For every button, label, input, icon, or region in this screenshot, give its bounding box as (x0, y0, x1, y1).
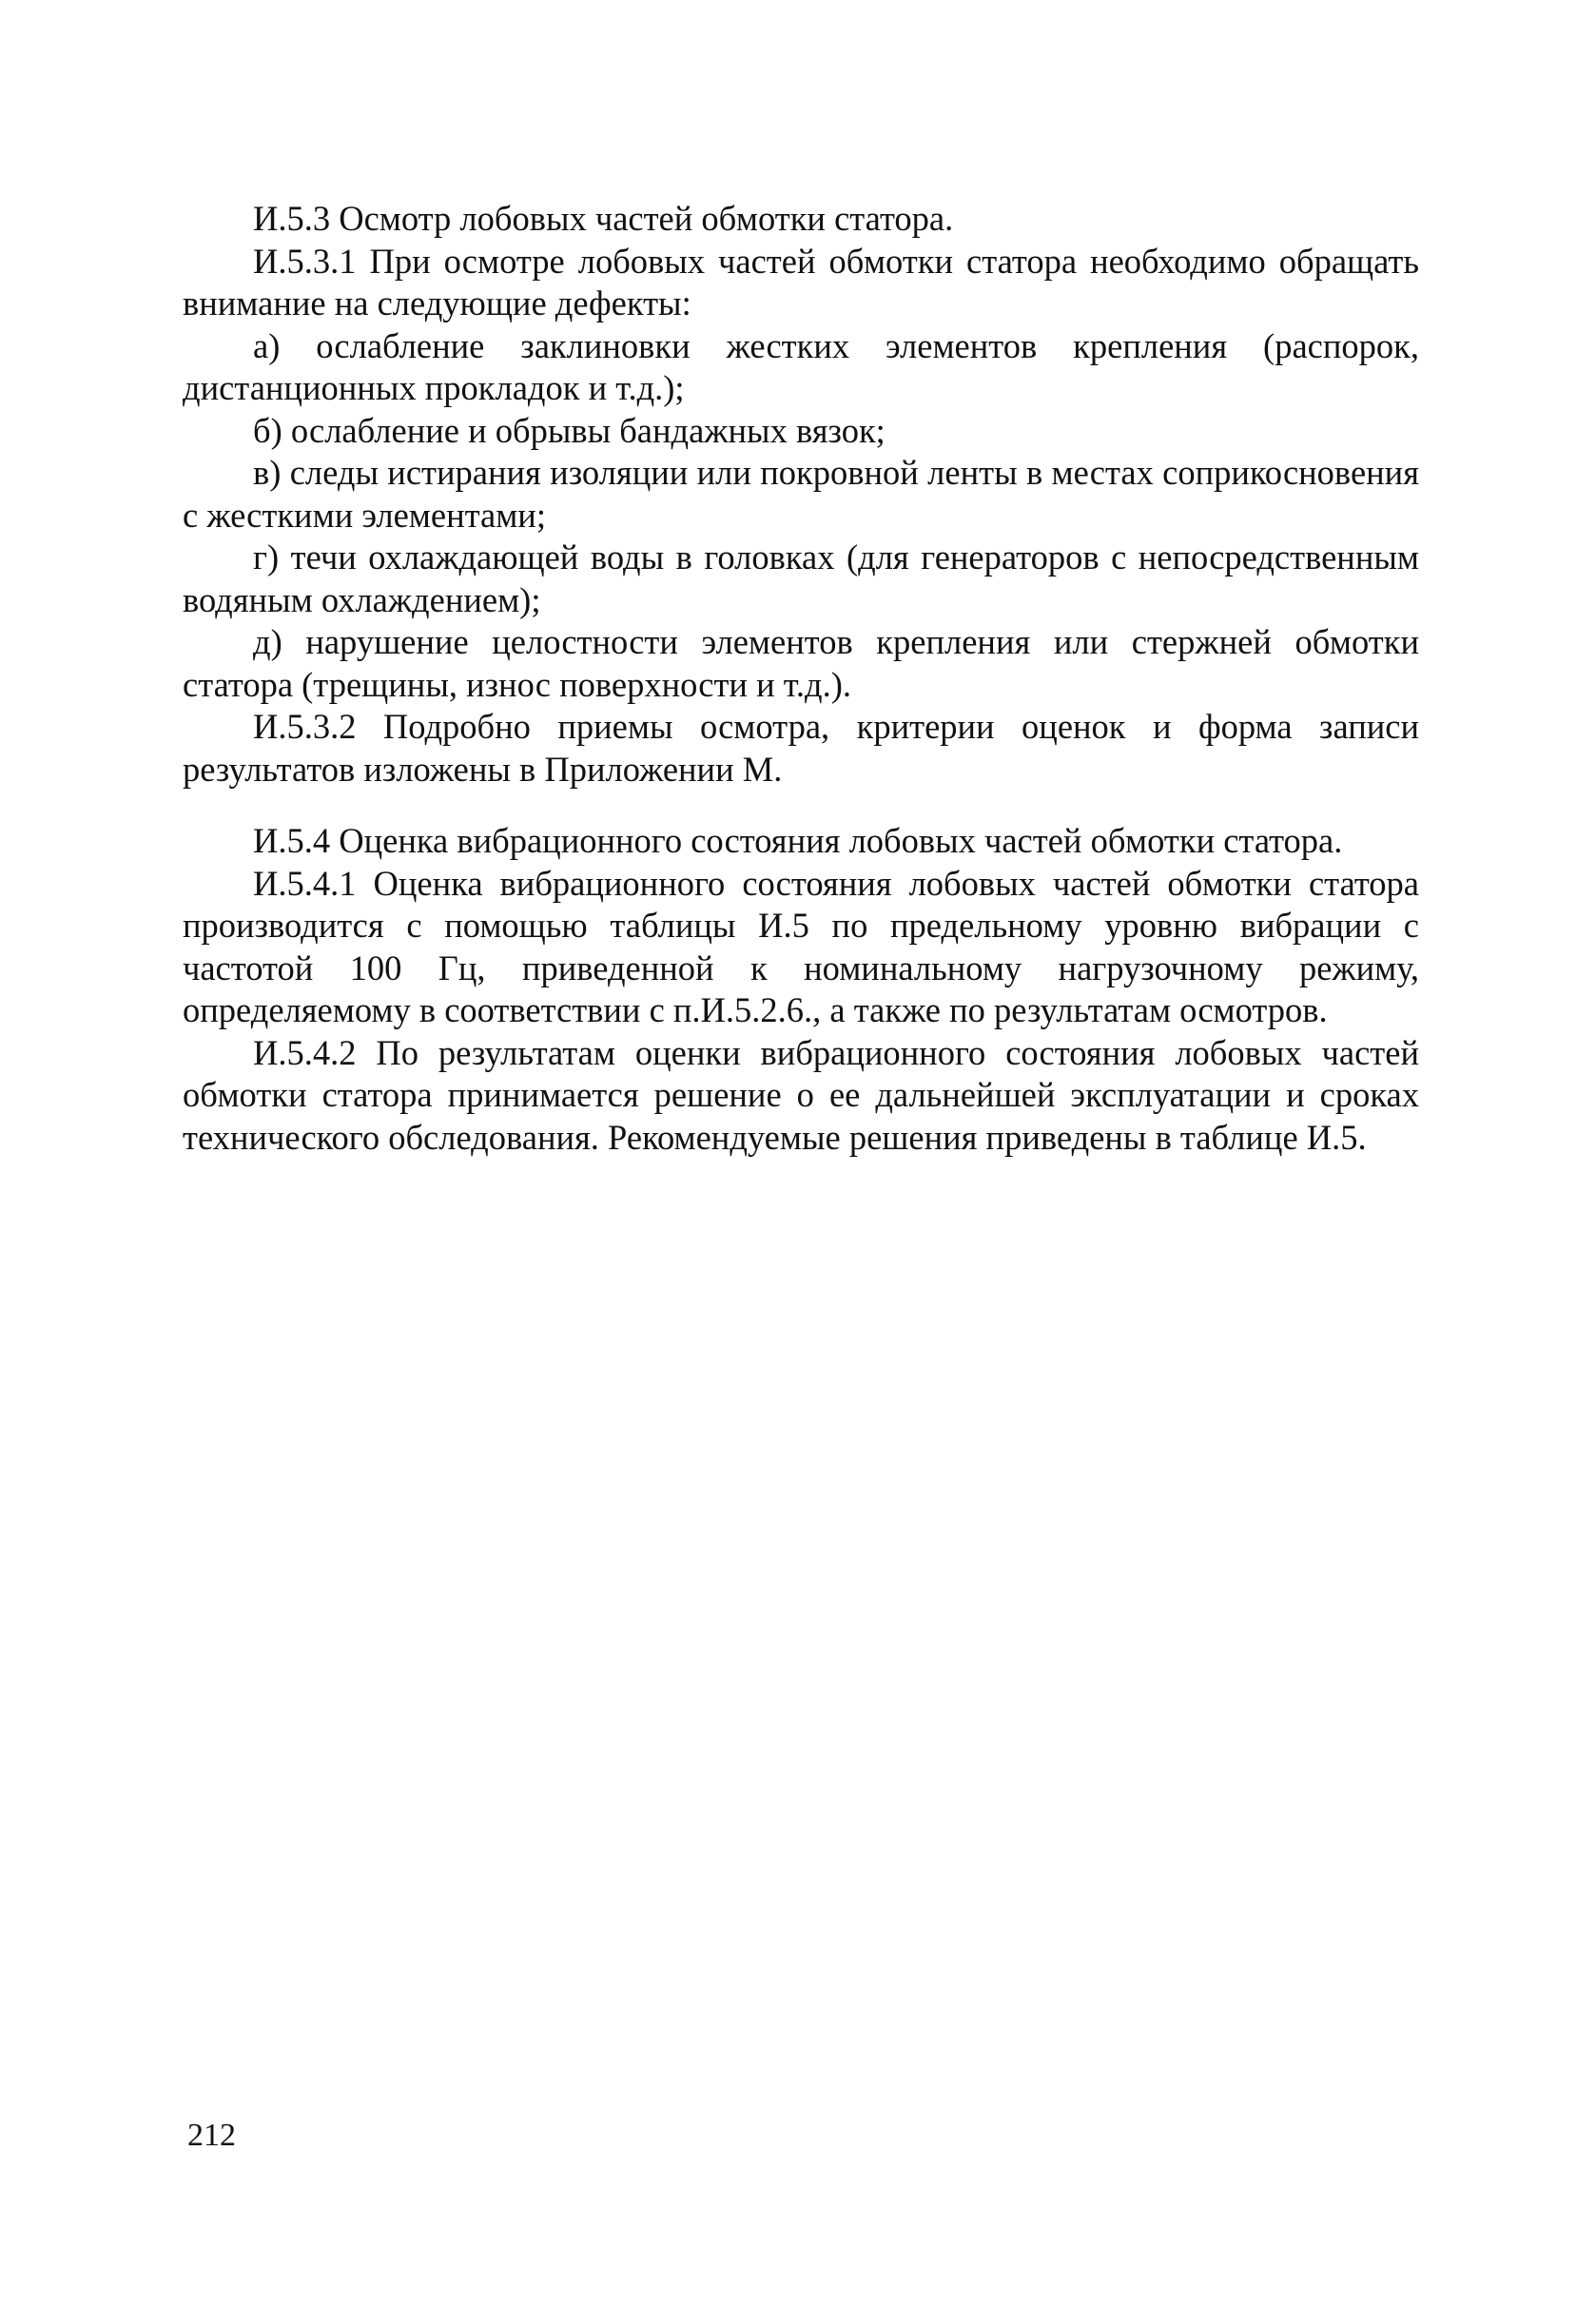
defect-item-b: б) ослабление и обрывы бандажных вязок; (253, 410, 886, 450)
paragraph: И.5.3.2 Подробно приемы осмотра, критерии оценок и форма записи результатов изложены в Приложении М. (183, 707, 1419, 789)
paragraph: И.5.4.2 По результатам оценки вибрационного состояния лобовых частей обмотки статора принимается решение о ее дальнейшей эксплуатации и сроках технического обследования. Рекомендуемые решения приведены в таблице И.5. (183, 1032, 1419, 1157)
defect-item-d: д) нарушение целостности элементов крепления или стержней обмотки статора (трещины, износ поверхности и т.д.). (183, 622, 1419, 704)
defect-item-v: в) следы истирания изоляции или покровной ленты в местах соприкосновения с жесткими элементами; (183, 453, 1419, 535)
paragraph: И.5.3.1 При осмотре лобовых частей обмотки статора необходимо обращать внимание на следующие дефекты: (183, 241, 1419, 323)
section-heading: И.5.4 Оценка вибрационного состояния лобовых частей обмотки статора. (253, 821, 1343, 860)
paragraph: И.5.4.1 Оценка вибрационного состояния лобовых частей обмотки статора производится с помощью таблицы И.5 по предельному уровню вибрации с частотой 100 Гц, приведенной к номинальному нагрузочному режиму, определяемому в соответствии с п.И.5.2.6., а также по результатам осмотров. (183, 863, 1419, 1029)
defect-item-g: г) течи охлаждающей воды в головках (для генераторов с непосредственным водяным охлаждением); (183, 538, 1419, 619)
section-heading: И.5.3 Осмотр лобовых частей обмотки статора. (253, 199, 954, 238)
page-number: 212 (187, 2118, 236, 2153)
defect-item-a: а) ослабление заклиновки жестких элементов крепления (распорок, дистанционных прокладок и т.д.); (183, 325, 1419, 407)
section-i53 (183, 198, 1419, 791)
section-i54 (183, 820, 1419, 1159)
